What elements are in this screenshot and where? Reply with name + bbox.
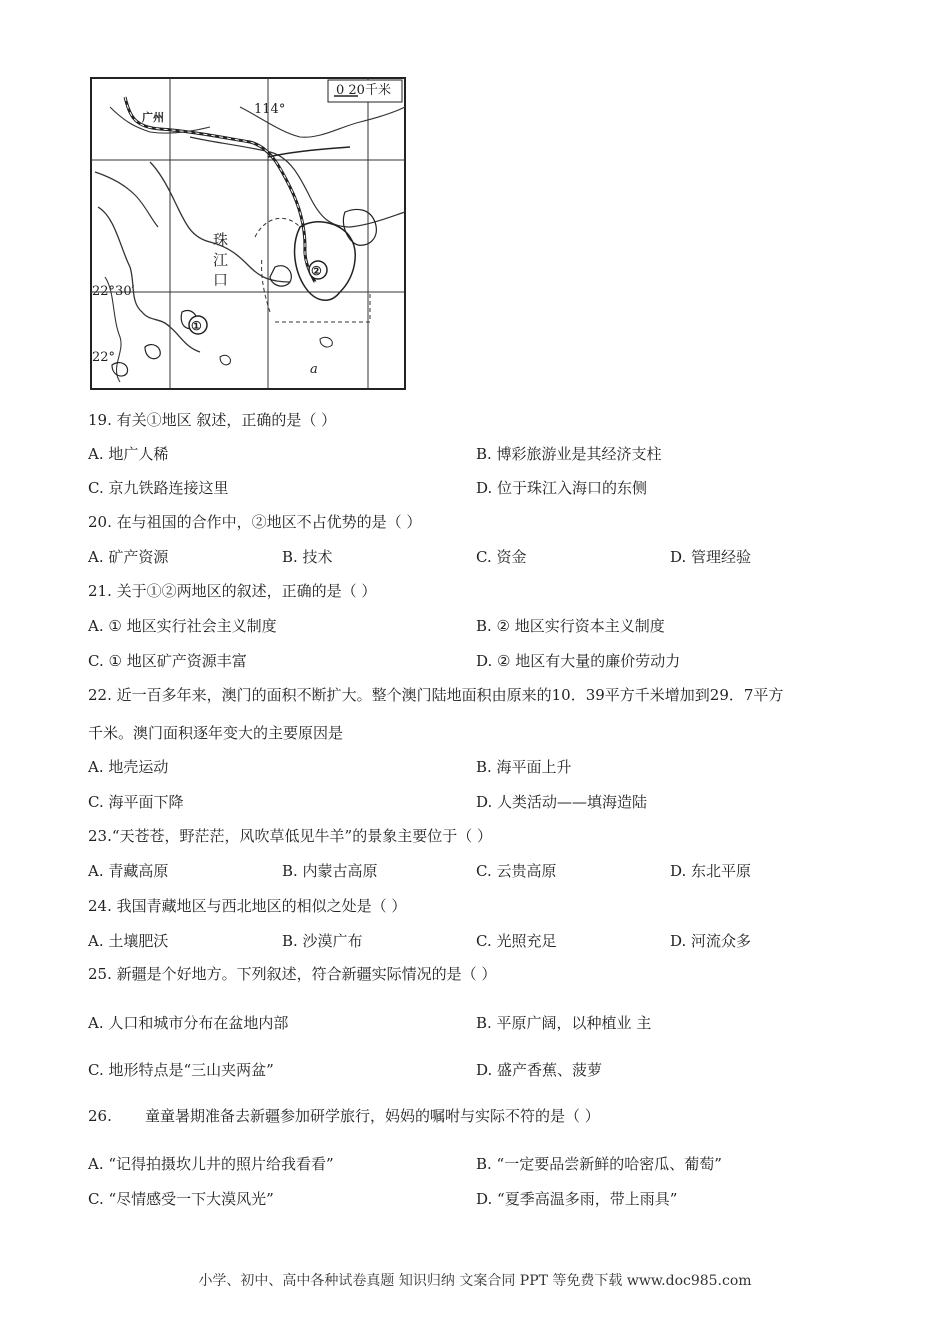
question-20-option-d: D. 管理经验: [670, 548, 752, 566]
question-25-option-c: C. 地形特点是“三山夹两盆”: [88, 1061, 274, 1079]
latitude-label-2230: 22°30′: [92, 284, 135, 299]
question-26-number: 26.: [88, 1107, 112, 1125]
question-26-option-d: D. “夏季高温多雨，带上雨具”: [476, 1190, 678, 1208]
question-26-stem: 童童暑期准备去新疆参加研学旅行，妈妈的嘱咐与实际不符的是（ ）: [145, 1107, 600, 1125]
question-24-stem: 24. 我国青藏地区与西北地区的相似之处是（ ）: [88, 897, 407, 915]
estuary-label-3: 口: [213, 271, 229, 289]
question-21-option-a: A. ① 地区实行社会主义制度: [88, 617, 277, 635]
letter-a-label: a: [310, 362, 318, 377]
question-22-option-d: D. 人类活动——填海造陆: [476, 793, 648, 811]
question-21-option-b: B. ② 地区实行资本主义制度: [476, 617, 665, 635]
city-label-guangzhou: 广州: [142, 111, 164, 124]
longitude-label: 114°: [254, 102, 286, 117]
question-24-option-a: A. 土壤肥沃: [88, 932, 169, 950]
latitude-label-22: 22°: [92, 350, 116, 365]
question-26-option-c: C. “尽情感受一下大漠风光”: [88, 1190, 274, 1208]
question-20-option-c: C. 资金: [476, 548, 527, 566]
question-19-option-a: A. 地广人稀: [88, 445, 169, 463]
question-21-option-d: D. ② 地区有大量的廉价劳动力: [476, 652, 681, 670]
question-20-stem: 20. 在与祖国的合作中，②地区不占优势的是（ ）: [88, 513, 422, 531]
question-24-option-c: C. 光照充足: [476, 932, 557, 950]
question-21-stem: 21. 关于①②两地区的叙述，正确的是（ ）: [88, 582, 377, 600]
question-22-option-a: A. 地壳运动: [88, 758, 169, 776]
question-22-option-c: C. 海平面下降: [88, 793, 184, 811]
question-24-option-d: D. 河流众多: [670, 932, 752, 950]
page-footer: 小学、初中、高中各种试卷真题 知识归纳 文案合同 PPT 等免费下载 www.doc985.com: [198, 1273, 752, 1289]
estuary-label-2: 江: [213, 251, 229, 269]
question-23-option-b: B. 内蒙古高原: [282, 862, 378, 880]
question-26-option-b: B. “一定要品尝新鲜的哈密瓜、葡萄”: [476, 1155, 722, 1173]
question-24-option-b: B. 沙漠广布: [282, 932, 363, 950]
question-21-option-c: C. ① 地区矿产资源丰富: [88, 652, 247, 670]
question-19-stem: 19. 有关①地区 叙述，正确的是（ ）: [88, 411, 337, 429]
question-23-option-d: D. 东北平原: [670, 862, 752, 880]
question-22-option-b: B. 海平面上升: [476, 758, 572, 776]
pearl-river-delta-map: [90, 77, 406, 390]
question-19-option-d: D. 位于珠江入海口的东侧: [476, 479, 648, 497]
marker-2: ②: [311, 264, 322, 278]
question-25-option-a: A. 人口和城市分布在盆地内部: [88, 1014, 289, 1032]
question-19-option-b: B. 博彩旅游业是其经济支柱: [476, 445, 662, 463]
marker-1: ①: [191, 319, 202, 333]
question-19-option-c: C. 京九铁路连接这里: [88, 479, 229, 497]
question-22-stem-line-1: 22. 近一百多年来，澳门的面积不断扩大。整个澳门陆地面积由原来的10．39平方千米增加到29．7平方: [88, 686, 784, 704]
estuary-label-1: 珠: [213, 231, 229, 249]
question-23-option-c: C. 云贵高原: [476, 862, 557, 880]
question-23-option-a: A. 青藏高原: [88, 862, 169, 880]
question-25-option-d: D. 盛产香蕉、菠萝: [476, 1061, 603, 1079]
question-20-option-b: B. 技术: [282, 548, 333, 566]
scale-label: 0 20千米: [336, 83, 391, 98]
question-25-option-b: B. 平原广阔，以种植业 主: [476, 1014, 652, 1032]
question-23-stem: 23.“天苍苍，野茫茫，风吹草低见牛羊”的景象主要位于（ ）: [88, 827, 492, 845]
question-25-stem: 25. 新疆是个好地方。下列叙述，符合新疆实际情况的是（ ）: [88, 965, 497, 983]
question-26-option-a: A. “记得拍摄坎儿井的照片给我看看”: [88, 1155, 334, 1173]
question-22-stem-line-2: 千米。澳门面积逐年变大的主要原因是: [88, 724, 344, 742]
question-20-option-a: A. 矿产资源: [88, 548, 169, 566]
